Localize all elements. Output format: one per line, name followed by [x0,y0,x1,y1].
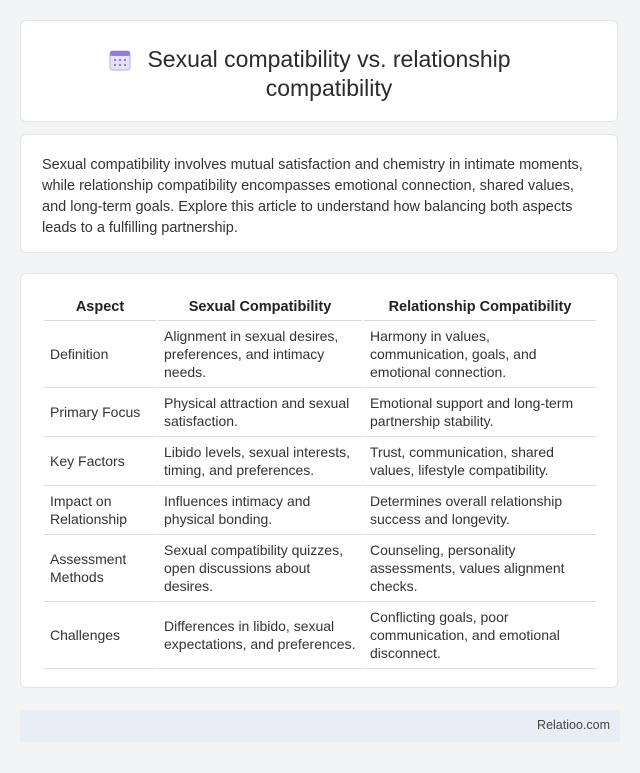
aspect-cell: Key Factors [44,437,156,486]
table-row [44,535,596,602]
relationship-cell: Trust, communication, shared values, lifestyle compatibility. [364,437,596,486]
table-row [44,321,596,388]
sexual-cell: Libido levels, sexual interests, timing, and preferences. [158,437,362,486]
sexual-cell: Influences intimacy and physical bonding. [158,486,362,535]
sexual-cell: Alignment in sexual desires, preferences, and intimacy needs. [158,321,362,388]
aspect-cell: Primary Focus [44,388,156,437]
page-title: Sexual compatibility vs. relationship compatibility [147,46,511,101]
sexual-cell: Sexual compatibility quizzes, open discussions about desires. [158,535,362,602]
aspect-cell: Impact on Relationship [44,486,156,535]
relationship-cell: Harmony in values, communication, goals, and emotional connection. [364,321,596,388]
relationship-cell: Conflicting goals, poor communication, and emotional disconnect. [364,602,596,669]
intro-paragraph: Sexual compatibility involves mutual satisfaction and chemistry in intimate moments, while relationship compatibility encompasses emotional connection, shared values, and long-term goals. Explore this article to understand how balancing both aspects leads to a fulfilling partnership. [42,157,583,236]
table-header-row [44,293,596,321]
relationship-cell: Determines overall relationship success and longevity. [364,486,596,535]
aspect-cell: Assessment Methods [44,535,156,602]
intro-card [20,134,618,253]
aspect-cell: Definition [44,321,156,388]
comparison-table [42,293,598,669]
footer-brand[interactable]: Relatioo.com [537,718,610,732]
relationship-cell: Counseling, personality assessments, values alignment checks. [364,535,596,602]
header-aspect: Aspect [44,293,156,321]
sexual-cell: Differences in libido, sexual expectations, and preferences. [158,602,362,669]
title-card [20,20,618,122]
header-sexual-compatibility: Sexual Compatibility [158,293,362,321]
table-row [44,388,596,437]
sexual-cell: Physical attraction and sexual satisfaction. [158,388,362,437]
table-card [20,273,618,688]
table-row [44,437,596,486]
aspect-cell: Challenges [44,602,156,669]
table-row [44,602,596,669]
header-relationship-compatibility: Relationship Compatibility [364,293,596,321]
table-row [44,486,596,535]
relationship-cell: Emotional support and long-term partnership stability. [364,388,596,437]
footer [20,710,620,742]
